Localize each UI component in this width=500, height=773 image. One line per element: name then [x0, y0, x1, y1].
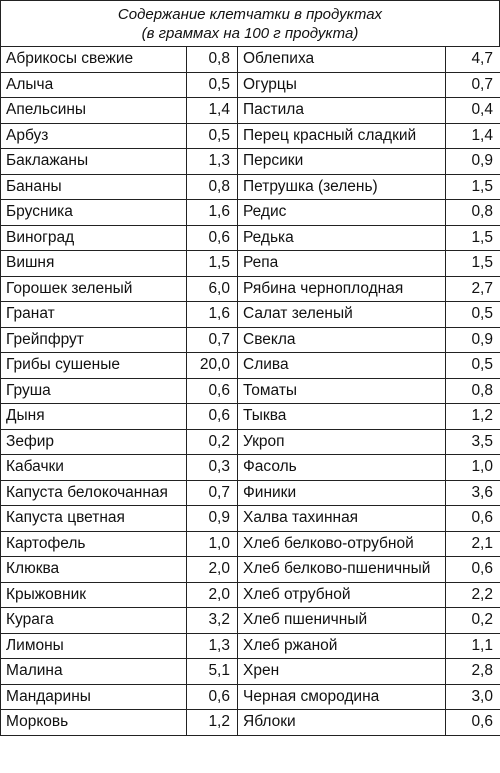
fiber-value-cell: 0,7	[187, 480, 238, 506]
fiber-value-cell: 0,8	[187, 174, 238, 200]
fiber-value-cell: 1,6	[187, 200, 238, 226]
table-row	[1, 276, 500, 302]
fiber-value-cell: 3,5	[446, 429, 500, 455]
fiber-value-cell: 0,6	[187, 378, 238, 404]
fiber-value-cell: 20,0	[187, 353, 238, 379]
fiber-value-cell: 0,7	[446, 72, 500, 98]
fiber-table-body	[1, 47, 500, 736]
product-name-cell: Финики	[238, 480, 446, 506]
caption-line-1: Содержание клетчатки в продуктах	[117, 6, 383, 23]
product-name-cell: Груша	[1, 378, 187, 404]
fiber-value-cell: 1,2	[446, 404, 500, 430]
product-name-cell: Тыква	[238, 404, 446, 430]
product-name-cell: Брусника	[1, 200, 187, 226]
fiber-value-cell: 1,5	[187, 251, 238, 277]
table-row	[1, 710, 500, 736]
fiber-value-cell: 1,3	[187, 149, 238, 175]
fiber-value-cell: 0,9	[446, 327, 500, 353]
product-name-cell: Фасоль	[238, 455, 446, 481]
fiber-value-cell: 0,9	[446, 149, 500, 175]
product-name-cell: Облепиха	[238, 47, 446, 73]
table-row	[1, 608, 500, 634]
product-name-cell: Перец красный сладкий	[238, 123, 446, 149]
fiber-value-cell: 1,5	[446, 225, 500, 251]
product-name-cell: Зефир	[1, 429, 187, 455]
product-name-cell: Апельсины	[1, 98, 187, 124]
product-name-cell: Хлеб ржаной	[238, 633, 446, 659]
fiber-value-cell: 3,2	[187, 608, 238, 634]
product-name-cell: Горошек зеленый	[1, 276, 187, 302]
fiber-value-cell: 0,6	[446, 710, 500, 736]
table-row	[1, 633, 500, 659]
table-row	[1, 225, 500, 251]
product-name-cell: Томаты	[238, 378, 446, 404]
fiber-value-cell: 0,6	[446, 557, 500, 583]
table-row	[1, 659, 500, 685]
table-row	[1, 480, 500, 506]
fiber-table	[0, 46, 500, 736]
table-row	[1, 684, 500, 710]
table-row	[1, 149, 500, 175]
table-row	[1, 123, 500, 149]
product-name-cell: Яблоки	[238, 710, 446, 736]
fiber-value-cell: 1,3	[187, 633, 238, 659]
product-name-cell: Персики	[238, 149, 446, 175]
table-row	[1, 174, 500, 200]
product-name-cell: Баклажаны	[1, 149, 187, 175]
product-name-cell: Черная смородина	[238, 684, 446, 710]
table-row	[1, 557, 500, 583]
fiber-value-cell: 3,6	[446, 480, 500, 506]
product-name-cell: Редька	[238, 225, 446, 251]
table-row	[1, 98, 500, 124]
table-row	[1, 251, 500, 277]
table-row	[1, 429, 500, 455]
table-row	[1, 531, 500, 557]
product-name-cell: Грейпфрут	[1, 327, 187, 353]
product-name-cell: Малина	[1, 659, 187, 685]
fiber-value-cell: 0,6	[187, 225, 238, 251]
fiber-value-cell: 0,6	[446, 506, 500, 532]
fiber-value-cell: 0,7	[187, 327, 238, 353]
fiber-value-cell: 0,8	[446, 378, 500, 404]
product-name-cell: Курага	[1, 608, 187, 634]
product-name-cell: Свекла	[238, 327, 446, 353]
product-name-cell: Хлеб белково-пшеничный	[238, 557, 446, 583]
product-name-cell: Капуста белокочанная	[1, 480, 187, 506]
table-row	[1, 327, 500, 353]
fiber-value-cell: 1,4	[446, 123, 500, 149]
fiber-value-cell: 1,1	[446, 633, 500, 659]
fiber-value-cell: 0,4	[446, 98, 500, 124]
product-name-cell: Клюква	[1, 557, 187, 583]
fiber-value-cell: 1,5	[446, 174, 500, 200]
product-name-cell: Морковь	[1, 710, 187, 736]
fiber-value-cell: 0,5	[446, 302, 500, 328]
caption-line-2: (в граммах на 100 г продукта)	[141, 25, 359, 42]
table-row	[1, 47, 500, 73]
fiber-value-cell: 1,0	[446, 455, 500, 481]
product-name-cell: Рябина черноплодная	[238, 276, 446, 302]
product-name-cell: Пастила	[238, 98, 446, 124]
fiber-value-cell: 1,2	[187, 710, 238, 736]
table-row	[1, 72, 500, 98]
fiber-value-cell: 3,0	[446, 684, 500, 710]
product-name-cell: Хлеб пшеничный	[238, 608, 446, 634]
fiber-value-cell: 4,7	[446, 47, 500, 73]
product-name-cell: Дыня	[1, 404, 187, 430]
fiber-value-cell: 0,8	[187, 47, 238, 73]
product-name-cell: Вишня	[1, 251, 187, 277]
product-name-cell: Капуста цветная	[1, 506, 187, 532]
fiber-value-cell: 2,0	[187, 557, 238, 583]
table-row	[1, 506, 500, 532]
product-name-cell: Мандарины	[1, 684, 187, 710]
fiber-value-cell: 2,8	[446, 659, 500, 685]
product-name-cell: Кабачки	[1, 455, 187, 481]
product-name-cell: Слива	[238, 353, 446, 379]
fiber-value-cell: 2,7	[446, 276, 500, 302]
fiber-value-cell: 2,1	[446, 531, 500, 557]
product-name-cell: Виноград	[1, 225, 187, 251]
product-name-cell: Хлеб отрубной	[238, 582, 446, 608]
fiber-value-cell: 0,6	[187, 684, 238, 710]
product-name-cell: Арбуз	[1, 123, 187, 149]
product-name-cell: Огурцы	[238, 72, 446, 98]
product-name-cell: Крыжовник	[1, 582, 187, 608]
product-name-cell: Бананы	[1, 174, 187, 200]
product-name-cell: Лимоны	[1, 633, 187, 659]
fiber-value-cell: 0,5	[446, 353, 500, 379]
table-row	[1, 353, 500, 379]
fiber-value-cell: 5,1	[187, 659, 238, 685]
product-name-cell: Халва тахинная	[238, 506, 446, 532]
table-row	[1, 378, 500, 404]
fiber-value-cell: 1,4	[187, 98, 238, 124]
fiber-value-cell: 6,0	[187, 276, 238, 302]
table-row	[1, 302, 500, 328]
product-name-cell: Хрен	[238, 659, 446, 685]
fiber-value-cell: 0,2	[187, 429, 238, 455]
fiber-value-cell: 0,5	[187, 123, 238, 149]
product-name-cell: Грибы сушеные	[1, 353, 187, 379]
table-row	[1, 404, 500, 430]
fiber-value-cell: 0,5	[187, 72, 238, 98]
fiber-value-cell: 1,6	[187, 302, 238, 328]
product-name-cell: Алыча	[1, 72, 187, 98]
product-name-cell: Петрушка (зелень)	[238, 174, 446, 200]
fiber-value-cell: 0,6	[187, 404, 238, 430]
table-row	[1, 200, 500, 226]
table-row	[1, 582, 500, 608]
fiber-value-cell: 0,2	[446, 608, 500, 634]
fiber-value-cell: 0,3	[187, 455, 238, 481]
fiber-value-cell: 1,0	[187, 531, 238, 557]
product-name-cell: Абрикосы свежие	[1, 47, 187, 73]
product-name-cell: Картофель	[1, 531, 187, 557]
product-name-cell: Хлеб белково-отрубной	[238, 531, 446, 557]
product-name-cell: Редис	[238, 200, 446, 226]
product-name-cell: Укроп	[238, 429, 446, 455]
fiber-value-cell: 1,5	[446, 251, 500, 277]
table-row	[1, 455, 500, 481]
product-name-cell: Гранат	[1, 302, 187, 328]
fiber-value-cell: 0,9	[187, 506, 238, 532]
table-caption	[0, 0, 500, 46]
fiber-value-cell: 2,2	[446, 582, 500, 608]
product-name-cell: Салат зеленый	[238, 302, 446, 328]
product-name-cell: Репа	[238, 251, 446, 277]
fiber-value-cell: 0,8	[446, 200, 500, 226]
fiber-value-cell: 2,0	[187, 582, 238, 608]
